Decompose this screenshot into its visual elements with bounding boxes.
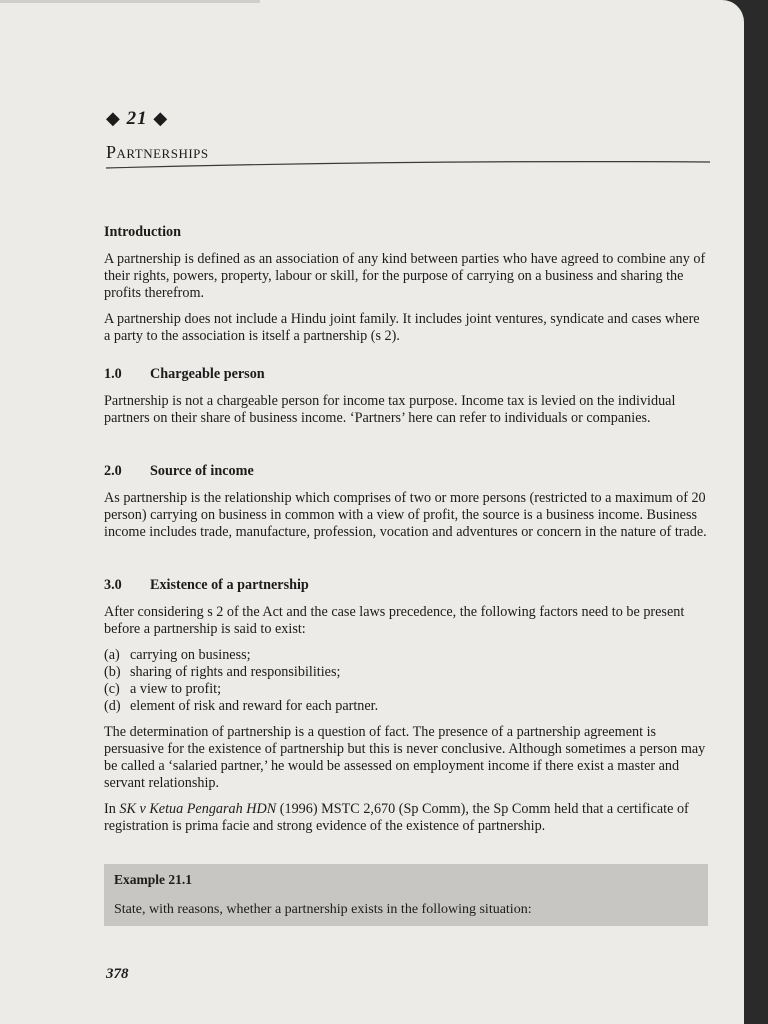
- case-citation-paragraph: [104, 801, 708, 835]
- section-3-intro: After considering s 2 of the Act and the case laws precedence, the following factors need to be present before a partnership is said to exist:: [104, 604, 685, 637]
- list-item-text: carrying on business;: [130, 647, 251, 663]
- section-1-heading: [104, 366, 708, 383]
- section-3-number: 3.0: [104, 577, 122, 593]
- section-1-title: Chargeable person: [150, 366, 265, 382]
- section-3: [104, 577, 708, 835]
- introduction-heading: Introduction: [104, 224, 181, 240]
- list-item-text: sharing of rights and responsibilities;: [130, 664, 341, 680]
- list-item: [104, 681, 708, 698]
- section-1-paragraph: Partnership is not a chargeable person for income tax purpose. Income tax is levied on the individual partners on their share of business income. ‘Partners’ here can refer to individuals or companies.: [104, 393, 676, 426]
- section-2-title: Source of income: [150, 463, 254, 479]
- list-item: [104, 698, 708, 715]
- example-text: State, with reasons, whether a partnership exists in the following situation:: [114, 902, 532, 917]
- factor-list: [104, 647, 708, 715]
- list-item-label: (b): [104, 664, 121, 680]
- section-3-paragraph-2: The determination of partnership is a question of fact. The presence of a partnership agreement is persuasive for the existence of partnership but this is never conclusive. Although sometimes a person may be called a ‘salaried partner,’ he would be assessed on employment income if there exist a master and servant relationship.: [104, 724, 706, 791]
- introduction-paragraph-1: A partnership is defined as an association of any kind between parties who have agreed to combine any of their rights, powers, property, labour or skill, for the purpose of carrying on a business and sharing the profits therefrom.: [104, 251, 706, 301]
- page-number: 378: [106, 966, 129, 982]
- list-item-label: (a): [104, 647, 120, 663]
- list-item: [104, 664, 708, 681]
- list-item: [104, 647, 708, 664]
- title-rule: [106, 148, 710, 172]
- introduction-section: [104, 224, 708, 345]
- page-top-edge: [0, 0, 260, 3]
- diamond-ornament-icon: ◆: [153, 108, 169, 128]
- section-1: [104, 366, 708, 427]
- section-2: [104, 463, 708, 541]
- diamond-ornament-icon: ◆: [106, 108, 121, 128]
- example-box: [104, 864, 708, 926]
- list-item-label: (c): [104, 681, 120, 697]
- section-2-heading: [104, 463, 708, 480]
- chapter-number: [106, 108, 168, 130]
- case-text: (1996) MSTC 2,670 (Sp Comm), the Sp Comm held that a certificate of registration is prima facie and strong evidence of the existence of partnership.: [104, 801, 689, 834]
- section-1-number: 1.0: [104, 366, 122, 382]
- section-3-title: Existence of a partnership: [150, 577, 309, 593]
- example-title: Example 21.1: [114, 872, 193, 887]
- chapter-number-text: 21: [126, 108, 148, 129]
- section-2-paragraph: As partnership is the relationship which comprises of two or more persons (restricted to a maximum of 20 person) carrying on business in common with a view of profit, the source is a business income. Business income includes trade, manufacture, profession, vocation and adventures or concern in the nature of trade.: [104, 490, 707, 540]
- section-2-number: 2.0: [104, 463, 122, 479]
- section-3-heading: [104, 577, 708, 594]
- introduction-paragraph-2: A partnership does not include a Hindu joint family. It includes joint ventures, syndicate and cases where a party to the association is itself a partnership (s 2).: [104, 311, 700, 344]
- case-name: SK v Ketua Pengarah HDN: [119, 801, 277, 817]
- chapter-title: Partnerships: [106, 142, 209, 162]
- list-item-label: (d): [104, 698, 121, 714]
- case-prefix: In: [104, 801, 116, 817]
- list-item-text: a view to profit;: [130, 681, 222, 697]
- list-item-text: element of risk and reward for each partner.: [130, 698, 379, 714]
